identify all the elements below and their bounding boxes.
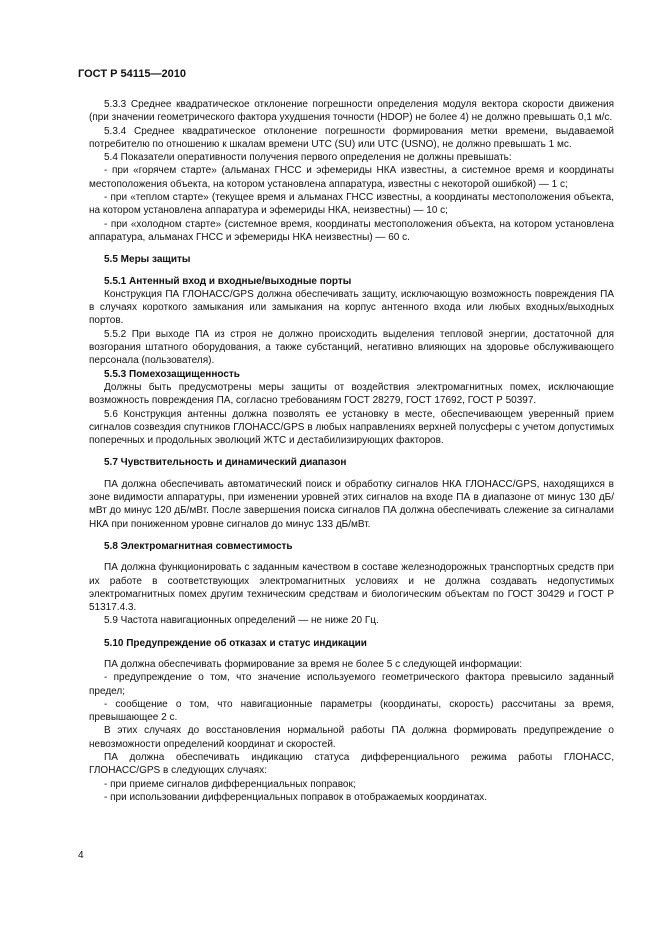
paragraph-5-3-3: 5.3.3 Среднее квадратическое отклонение погрешности определения модуля вектора скорости движения (при значении геометрического фактора ухудшения точности (HDOP) не более 4) не должно превышать 0,1 м/с.: [89, 99, 614, 124]
heading-5-7: 5.7 Чувствительность и динамический диапазон: [104, 457, 347, 469]
list-item-warm-start: - при «теплом старте» (текущее время и альманах ГНСС известны, а координаты местоположения объекта, на котором установлена аппаратура и эфемериды НКА, неизвестны) — 10 с;: [89, 192, 614, 217]
paragraph-emi-protection: Должны быть предусмотрены меры защиты от воздействия электромагнитных помех, исключающие возможность повреждения ПА, согласно требованиям ГОСТ 28279, ГОСТ 17692, ГОСТ Р 50397.: [89, 381, 614, 407]
document-body: [89, 98, 614, 804]
list-item-diff-receive: - при приеме сигналов дифференциальных поправок;: [104, 778, 356, 790]
heading-5-5-3: 5.5.3 Помехозащищенность: [104, 368, 240, 380]
paragraph-5-3-4: 5.3.4 Среднее квадратическое отклонение погрешности формирования метки времени, выдаваемой потребителю по отношению к шкалам времени UTC (SU) или UTC (USNO), не должно превышать 1 мс.: [89, 125, 614, 150]
paragraph-warning-intro: ПА должна обеспечивать формирование за время не более 5 с следующей информации:: [104, 658, 522, 670]
paragraph-5-4: 5.4 Показатели оперативности получения первого определения не должны превышать:: [104, 152, 512, 164]
heading-5-5: 5.5 Меры защиты: [104, 254, 191, 266]
list-item-cold-start: - при «холодном старте» (системное время, координаты местоположения объекта, на котором установлена аппаратура, альманах ГНСС и эфемериды НКА неизвестны) — 60 с.: [89, 218, 614, 243]
list-item-geometric-factor: - предупреждение о том, что значение используемого геометрического фактора превысило заданный предел;: [89, 672, 614, 697]
list-item-hot-start: - при «горячем старте» (альманах ГНСС и эфемериды НКА известны, а системное время и координаты местоположения объекта, на котором установлена аппаратура, известны с некоторой ошибкой) — 1 с;: [89, 165, 614, 190]
heading-5-8: 5.8 Электромагнитная совместимость: [104, 540, 293, 552]
page-number: 4: [78, 850, 84, 861]
document-header: ГОСТ Р 54115—2010: [78, 68, 186, 80]
list-item-diff-use: - при использовании дифференциальных поправок в отображаемых координатах.: [104, 791, 488, 803]
paragraph-restore-warning: В этих случаях до восстановления нормальной работы ПА должна формировать предупреждение о невозможности определений координат и скоростей.: [89, 725, 614, 750]
list-item-nav-params: - сообщение о том, что навигационные параметры (координаты, скорость) рассчитаны за время, превышающее 2 с.: [89, 698, 614, 724]
paragraph-sensitivity: ПА должна обеспечивать автоматический поиск и обработку сигналов НКА ГЛОНАСС/GPS, находящихся в зоне видимости аппаратуры, при изменении уровней этих сигналов на входе ПА в диапазоне от минус 130 дБ/мВт до минус 120 дБ/мВт. После завершения поиска сигналов ПА должна обеспечивать слежение за сигналами НКА при пониженном уровне сигналов до минус 133 дБ/мВт.: [89, 478, 614, 530]
paragraph-5-9: 5.9 Частота навигационных определений — не ниже 20 Гц.: [104, 615, 379, 627]
heading-5-5-1: 5.5.1 Антенный вход и входные/выходные порты: [104, 275, 352, 287]
paragraph-diff-status: ПА должна обеспечивать индикацию статуса дифференциального режима работы ГЛОНАСС, ГЛОНАСС/GPS в следующих случаях:: [89, 752, 614, 777]
paragraph-5-6: 5.6 Конструкция антенны должна позволять ее установку в месте, обеспечивающем уверенный прием сигналов созвездия спутников ГЛОНАСС/GPS в любых направлениях верхней полусферы с учетом допустимых поперечных и продольных эволюций ЖТС и дестабилизирующих факторов.: [89, 408, 614, 447]
paragraph-emc: ПА должна функционировать с заданным качеством в составе железнодорожных транспортных средств при их работе в соответствующих электромагнитных условиях и не должна создавать недопустимых электромагнитных помех другим техническим средствам и биологическим объектам по ГОСТ 30429 и ГОСТ Р 51317.4.3.: [89, 562, 614, 614]
heading-5-10: 5.10 Предупреждение об отказах и статус индикации: [104, 637, 367, 649]
paragraph-antenna-protection: Конструкция ПА ГЛОНАСС/GPS должна обеспечивать защиту, исключающую возможность повреждения ПА в случаях короткого замыкания или замыкания на корпус антенного входа или любых входных/выходных портов.: [89, 288, 614, 327]
paragraph-5-5-2: 5.5.2 При выходе ПА из строя не должно происходить выделения тепловой энергии, достаточной для возгорания штатного оборудования, а также субстанций, негативно влияющих на здоровье обслуживающего персонала (пользователя).: [89, 328, 614, 367]
